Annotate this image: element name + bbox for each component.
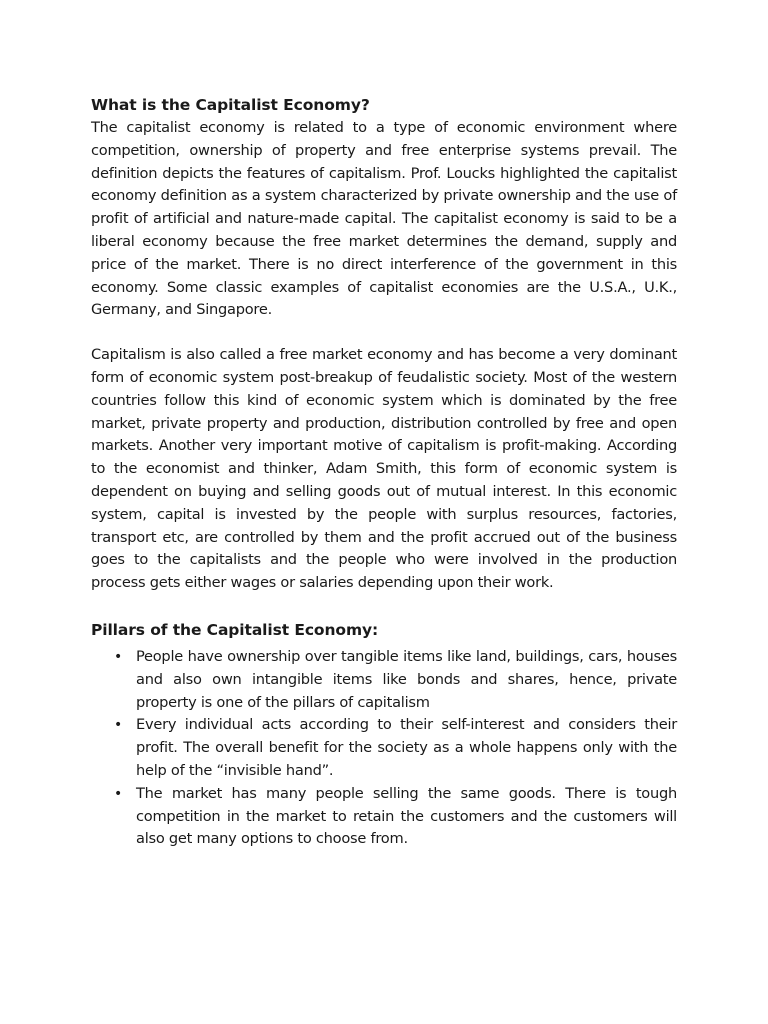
- paragraph-free-market: Capitalism is also called a free market economy and has become a very dominant form of economic system post-breakup of feudalistic society. Most of the western countries follow this kind of economic system which is dominated by the free market, private property and production, distribution controlled by free and open markets. Another very important motive of capitalism is profit-making. According to the economist and thinker, Adam Smith, this form of economic system is dependent on buying and selling goods out of mutual interest. In this economic system, capital is invested by the people with surplus resources, factories, transport etc, are controlled by them and the profit accrued out of the business goes to the capitalists and the people who were involved in the production process gets either wages or salaries depending upon their work.: [91, 346, 677, 592]
- list-item: [91, 783, 677, 851]
- bullet-icon: •: [114, 648, 123, 665]
- bullet-icon: •: [114, 785, 123, 802]
- list-item-text: The market has many people selling the same goods. There is tough competition in the market to retain the customers and the customers will also get many options to choose from.: [136, 784, 677, 848]
- bullet-icon: •: [114, 717, 123, 734]
- pillars-list: [91, 646, 677, 851]
- list-item: [91, 646, 677, 714]
- document-page: [91, 94, 677, 851]
- paragraph-definition: The capitalist economy is related to a type of economic environment where competition, ownership of property and free enterprise systems prevail. The definition depicts the features of capitalism. Prof. Loucks highlighted the capitalist economy definition as a system characterized by private ownership and the use of profit of artificial and nature-made capital. The capitalist economy is said to be a liberal economy because the free market determines the demand, supply and price of the market. There is no direct interference of the government in this economy. Some classic examples of capitalist economies are the U.S.A., U.K., Germany, and Singapore.: [91, 119, 677, 319]
- section-heading-pillars: Pillars of the Capitalist Economy:: [91, 620, 379, 639]
- list-item: [91, 714, 677, 782]
- section-heading-capitalist-economy: What is the Capitalist Economy?: [91, 96, 370, 114]
- list-item-text: Every individual acts according to their self-interest and considers their profit. The overall benefit for the society as a whole happens only with the help of the “invisible hand”.: [136, 716, 677, 779]
- list-item-text: People have ownership over tangible items like land, buildings, cars, houses and also own intangible items like bonds and shares, hence, private property is one of the pillars of capitalism: [136, 647, 677, 711]
